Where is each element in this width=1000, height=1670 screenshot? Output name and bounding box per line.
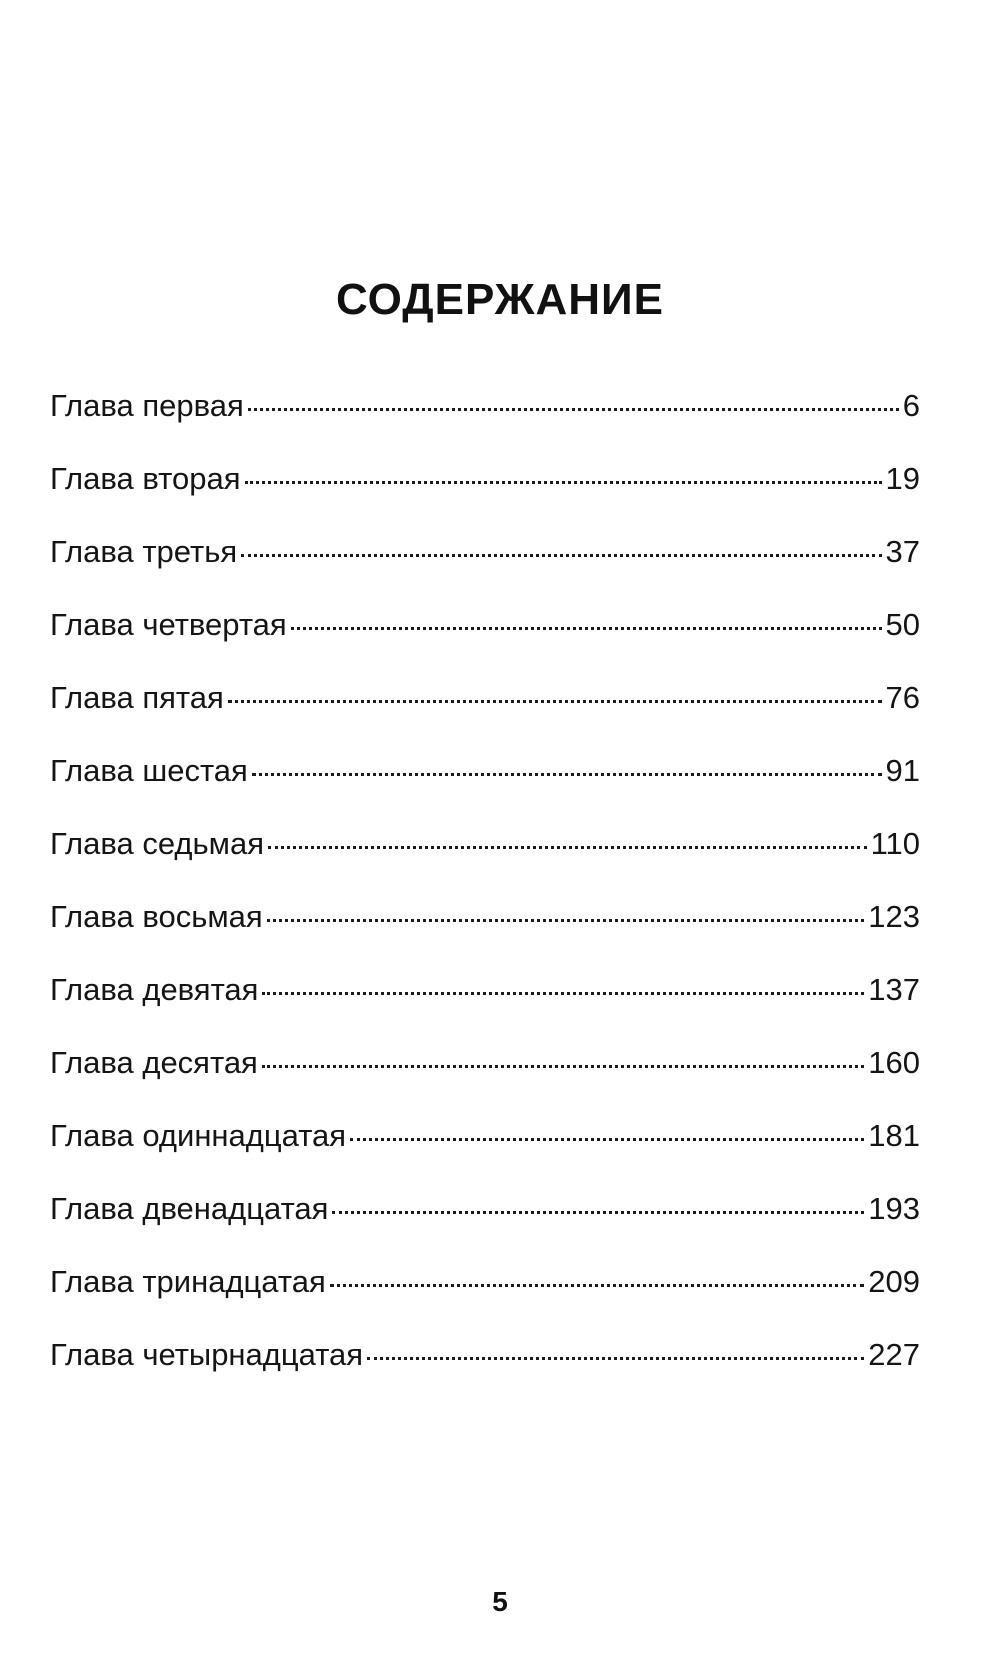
dot-leader	[252, 773, 882, 776]
toc-entry-page: 193	[868, 1191, 920, 1226]
dot-leader	[291, 627, 882, 630]
toc-entry-page: 76	[885, 680, 920, 715]
toc-entry	[50, 463, 920, 536]
toc-entry-label: Глава одиннадцатая	[50, 1118, 347, 1153]
dot-leader	[248, 408, 899, 411]
toc-entry-page: 50	[885, 607, 920, 642]
toc-entry	[50, 536, 920, 609]
dot-leader	[262, 1065, 864, 1068]
toc-entry-label: Глава третья	[50, 534, 238, 569]
toc-entry	[50, 1047, 920, 1120]
dot-leader	[262, 992, 864, 995]
toc-entry-page: 137	[868, 972, 920, 1007]
toc-entry-label: Глава двенадцатая	[50, 1191, 329, 1226]
toc-entry-label: Глава тринадцатая	[50, 1264, 326, 1299]
toc-entry-label: Глава седьмая	[50, 826, 264, 861]
dot-leader	[367, 1357, 864, 1360]
dot-leader	[330, 1284, 865, 1287]
toc-entry	[50, 974, 920, 1047]
toc-entry-page: 181	[868, 1118, 920, 1153]
toc-entry-label: Глава вторая	[50, 461, 241, 496]
page-number: 5	[492, 1586, 508, 1617]
dot-leader	[268, 846, 867, 849]
toc-entry	[50, 901, 920, 974]
toc-entry	[50, 682, 920, 755]
toc-entry-label: Глава восьмая	[50, 899, 263, 934]
page-title: СОДЕРЖАНИЕ	[335, 275, 665, 324]
toc-entry	[50, 755, 920, 828]
toc-entry-page: 227	[868, 1337, 920, 1372]
toc-entry-label: Глава четвертая	[50, 607, 287, 642]
toc-entry	[50, 1120, 920, 1193]
toc-entry	[50, 609, 920, 682]
toc-entry-page: 6	[902, 388, 920, 423]
toc-entry-page: 91	[885, 753, 920, 788]
toc-entry-page: 123	[868, 899, 920, 934]
toc-entry	[50, 1193, 920, 1266]
toc-entry-page: 209	[868, 1264, 920, 1299]
dot-leader	[332, 1211, 864, 1214]
toc-entry-page: 37	[885, 534, 920, 569]
table-of-contents	[50, 390, 920, 1412]
dot-leader	[245, 481, 882, 484]
dot-leader	[228, 700, 882, 703]
toc-entry	[50, 828, 920, 901]
toc-entry-page: 110	[870, 826, 920, 861]
toc-entry-page: 160	[868, 1045, 920, 1080]
toc-entry-label: Глава первая	[50, 388, 244, 423]
toc-entry-label: Глава четырнадцатая	[50, 1337, 364, 1372]
dot-leader	[241, 554, 881, 557]
toc-entry-label: Глава девятая	[50, 972, 259, 1007]
toc-entry-label: Глава пятая	[50, 680, 224, 715]
dot-leader	[350, 1138, 864, 1141]
toc-entry	[50, 390, 920, 463]
toc-entry	[50, 1266, 920, 1339]
toc-entry-label: Глава шестая	[50, 753, 248, 788]
toc-entry	[50, 1339, 920, 1412]
dot-leader	[267, 919, 865, 922]
toc-entry-page: 19	[885, 461, 920, 496]
toc-entry-label: Глава десятая	[50, 1045, 258, 1080]
